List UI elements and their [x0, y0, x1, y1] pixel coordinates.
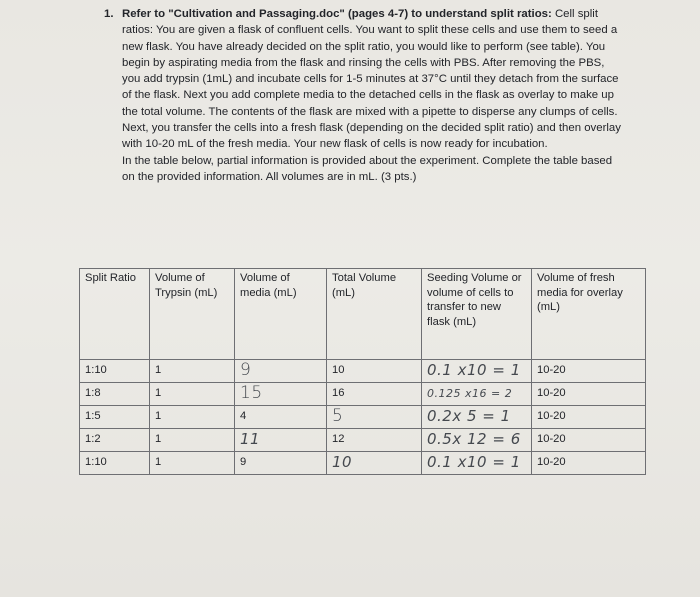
cell-total: 16 — [327, 383, 422, 406]
cell-split-ratio: 1:10 — [80, 360, 150, 383]
table-row — [80, 406, 646, 429]
table-row — [80, 452, 646, 475]
header-volume-trypsin: Volume of Trypsin (mL) — [150, 269, 235, 360]
table-row — [80, 429, 646, 452]
table-row — [80, 383, 646, 406]
cell-seeding-handwritten: 0.1 x10 = 1 — [422, 360, 532, 383]
cell-seeding-handwritten: 0.2x 5 = 1 — [422, 406, 532, 429]
cell-split-ratio: 1:10 — [80, 452, 150, 475]
cell-media: 4 — [235, 406, 327, 429]
cell-fresh-media: 10-20 — [532, 429, 646, 452]
cell-split-ratio: 1:2 — [80, 429, 150, 452]
cell-total-handwritten: 10 — [327, 452, 422, 475]
cell-fresh-media: 10-20 — [532, 452, 646, 475]
cell-trypsin: 1 — [150, 383, 235, 406]
cell-total: 12 — [327, 429, 422, 452]
cell-media-handwritten: 11 — [235, 429, 327, 452]
header-fresh-media: Volume of fresh media for overlay (mL) — [532, 269, 646, 360]
cell-media: 9 — [235, 452, 327, 475]
cell-split-ratio: 1:5 — [80, 406, 150, 429]
cell-total-handwritten: 5 — [327, 406, 422, 429]
header-split-ratio: Split Ratio — [80, 269, 150, 360]
question-paragraph-1: Cell split ratios: You are given a flask of confluent cells. You want to split these cells and use them to seed a new flask. You have already decided on the split ratio, you would like to perform (see table). You begin by aspirating media from the flask and rinsing the cells with PBS. After removing the PBS, you add trypsin (1mL) and incubate cells for 1-5 minutes at 37°C until they detach from the surface of the flask. Next you add complete media to the detached cells in the flask as overlay to make up the total volume. The contents of the flask are mixed with a pipette to disperse any clumps of cells. Next, you transfer the cells into a fresh flask (depending on the decided split ratio) and then overlay with 10-20 mL of the fresh media. Your new flask of cells is now ready for incubation. — [122, 8, 621, 151]
table-header-row — [80, 269, 646, 360]
cell-seeding-handwritten: 0.1 x10 = 1 — [422, 452, 532, 475]
cell-trypsin: 1 — [150, 429, 235, 452]
cell-fresh-media: 10-20 — [532, 360, 646, 383]
cell-seeding-handwritten: 0.125 x16 = 2 — [422, 383, 532, 406]
cell-seeding-handwritten: 0.5x 12 = 6 — [422, 429, 532, 452]
question-heading: Refer to "Cultivation and Passaging.doc" (pages 4-7) to understand split ratios: — [122, 8, 552, 20]
cell-media-handwritten: 9 — [235, 360, 327, 383]
header-seeding-volume: Seeding Volume or volume of cells to transfer to new flask (mL) — [422, 269, 532, 360]
cell-fresh-media: 10-20 — [532, 383, 646, 406]
header-volume-media: Volume of media (mL) — [235, 269, 327, 360]
question-block — [104, 6, 624, 185]
cell-media-handwritten: 15 — [235, 383, 327, 406]
cell-total: 10 — [327, 360, 422, 383]
cell-fresh-media: 10-20 — [532, 406, 646, 429]
cell-trypsin: 1 — [150, 406, 235, 429]
table-row — [80, 360, 646, 383]
cell-trypsin: 1 — [150, 452, 235, 475]
header-total-volume: Total Volume (mL) — [327, 269, 422, 360]
split-ratio-table — [79, 268, 646, 475]
cell-trypsin: 1 — [150, 360, 235, 383]
question-paragraph-2: In the table below, partial information is provided about the experiment. Complete the table based on the provided information. All volumes are in mL. (3 pts.) — [122, 154, 613, 183]
cell-split-ratio: 1:8 — [80, 383, 150, 406]
question-text — [122, 6, 624, 153]
question-number: 1. — [104, 8, 114, 20]
question-body — [122, 6, 624, 185]
